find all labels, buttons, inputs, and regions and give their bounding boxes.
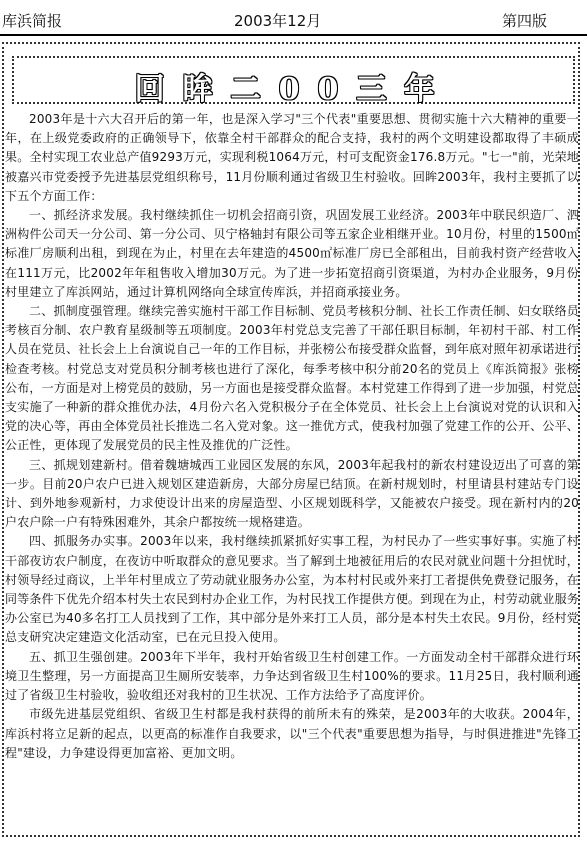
paragraph-sanitation: 五、抓卫生强创建。2003年下半年，我村开始省级卫生村创建工作。一方面发动全村干部群众进行环境卫生整理，另一方面提高卫生厕所安装率，力争达到省级卫生村100%的要求。11月25日，我村顺利通过了省级卫生村验收，验收组还对我村的卫生状况、工作方法给予了高度评价。 bbox=[5, 649, 579, 703]
title-box bbox=[12, 56, 575, 107]
paragraph-intro: 2003年是十六大召开后的第一年，也是深入学习"三个代表"重要思想、贯彻实施十六大精神的重要一年，在上级党委政府的正确领导下，依靠全村干部群众的配合支持，我村的两个文明建设都取得了丰硕成果。全村实现工农业总产值9293万元，实现利税1064万元，村可支配资金176.8万元。"七一"前，光荣地被嘉兴市党委授予先进基层党组织称号，11月份顺利通过省级卫生村验收。回眸2003年，我村主要抓了以下五个方面工作： bbox=[5, 112, 579, 203]
paragraph-management: 二、抓制度强管理。继续完善实施村干部工作目标制、党员考核积分制、社长工作责任制、妇女联络员考核百分制、农户教育星级制等五项制度。2003年村党总支完善了干部任职目标制，年初村干部、村工作人员在党员、社长会上上台演说自己一年的工作目标，并张榜公布接受群众监督，到年底对照年初承诺进行检查考核。村党总支对党员积分制考核也进行了深化，每季考核中积分前20名的党员上《库浜简报》张榜公布，一方面是对上榜党员的鼓励，另一方面也是接受群众监督。本村党建工作得到了进一步加强，村党总支实施了一种新的群众推优办法，4月份六名入党积极分子在全体党员、社长会上上台演说对党的认识和入党的决心等，再由全体党员社长推选二名入党对象。这一推优方式，使我村加强了党建工作的公开、公平、公正性，更体现了发展党员的民主性及推优的广泛性。 bbox=[5, 304, 579, 453]
article-title: 回眸二00三年 bbox=[134, 72, 453, 107]
paragraph-services: 四、抓服务办实事。2003年以来，我村继续抓紧抓好实事工程，为村民办了一些实事好事。实施了村干部夜访农户制度，在夜访中听取群众的意见要求。当了解到土地被征用后的农民对就业问题十分担忧时，村领导经过商议，上半年村里成立了劳动就业服务办公室，为本村村民或外来打工者提供免费登记服务，在同等条件下优先介绍本村失土农民到村办企业工作，为村民找工作提供方便。到现在为止，村劳动就业服务办公室已为40多名打工人员找到了工作，其中部分是外来打工人员，部分是本村失土农民。9月份，经村党总支研究决定建造文化活动室，已在元旦投入使用。 bbox=[5, 534, 579, 645]
issue-page: 第四版 bbox=[501, 12, 547, 30]
article-body bbox=[5, 110, 579, 830]
paragraph-village-planning: 三、抓规划建新村。借着魏塘城西工业园区发展的东风，2003年起我村的新农村建设迈出了可喜的第一步。目前20户农户已进入规划区建造新房，大部分房屋已结顶。在新村规划时，村里请县村建站专门设计、到外地参观新村，力求使设计出来的房屋造型、小区规划既科学，又能被农户接受。现在新村内的20户农户除一户有特殊困难外，其余户都按统一规格建造。 bbox=[5, 457, 579, 530]
issue-date: 2003年12月 bbox=[234, 12, 322, 30]
paragraph-economy: 一、抓经济求发展。我村继续抓住一切机会招商引资，巩固发展工业经济。2003年中联民织造厂、泗洲构件公司天一分公司、第一分公司、贝宁格轴封有限公司等五家企业相继开业。10月份，村里的1500㎡标准厂房顺利出租，到现在为止，村里在去年建造的4500㎡标准厂房已全部租出，目前我村资产经营收入在111万元，比2002年年租售收入增加30万元。为了进一步拓宽招商引资渠道，为村办企业服务，9月份村里建立了库浜网站，通过计算机网络向全球宣传库浜，并招商承接业务。 bbox=[5, 208, 579, 299]
header-rule bbox=[0, 34, 587, 36]
publication-name: 库浜简报 bbox=[2, 12, 63, 30]
paragraph-conclusion: 市级先进基层党组织、省级卫生村都是我村获得的前所未有的殊荣，是2003年的大收获。2004年，库浜村将立足新的起点，以更高的标准作自我要求，以"三个代表"重要思想为指导，与时俱进推进"先锋工程"建设，力争建设得更加富裕、更加文明。 bbox=[5, 707, 579, 760]
page-header bbox=[0, 6, 587, 32]
